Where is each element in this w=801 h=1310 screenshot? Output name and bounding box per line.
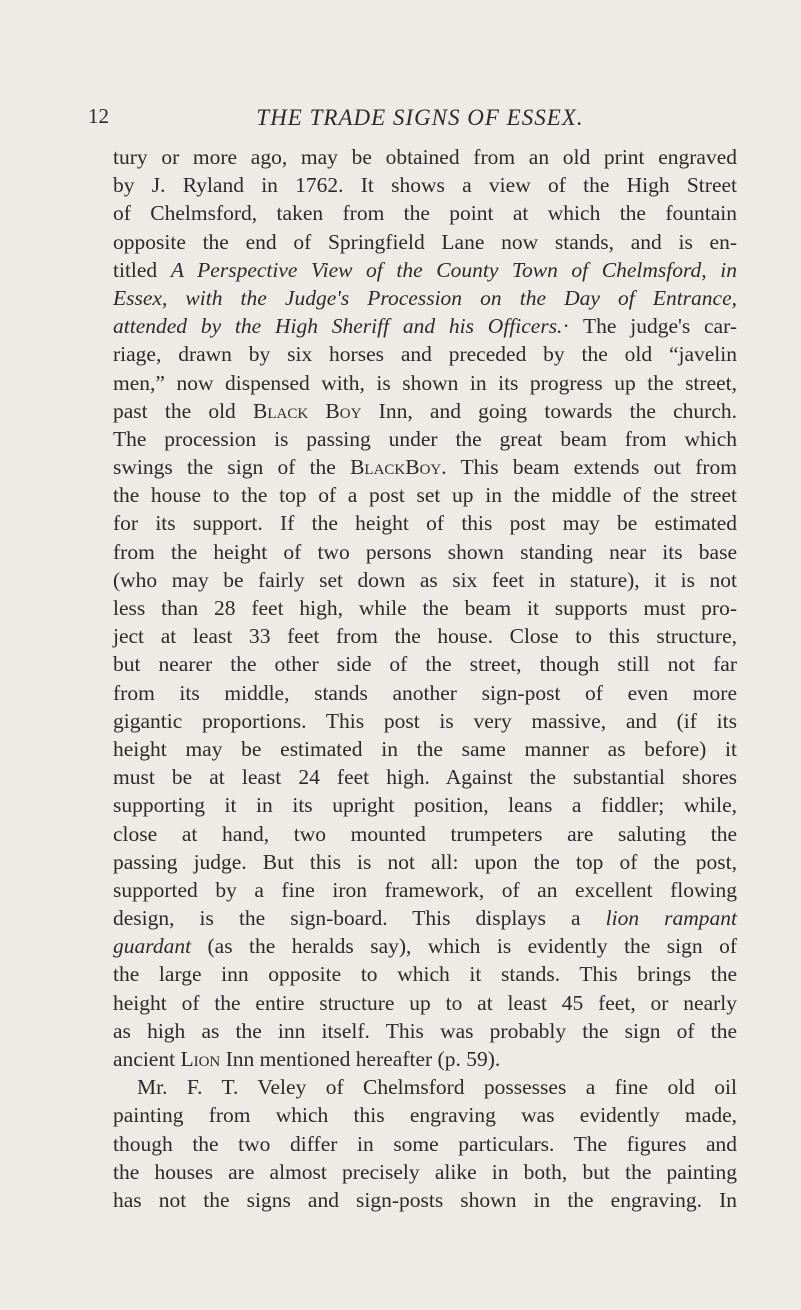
- text-line: [113, 312, 737, 340]
- text-segment: design, is the sign-board. This displays a: [113, 906, 606, 931]
- text-segment: Inn mentioned hereafter (p. 59).: [220, 1047, 501, 1071]
- text-segment: opposite the end of Springfield Lane now stands, and is en-: [113, 229, 737, 254]
- text-segment: Inn, and going towards the church.: [361, 398, 737, 423]
- text-segment: riage, drawn by six horses and preceded by the old “javelin: [113, 342, 737, 367]
- text-line: [113, 650, 737, 678]
- text-line: [113, 960, 737, 988]
- text-segment: close at hand, two mounted trumpeters are saluting the: [113, 821, 737, 846]
- text-segment: supported by a fine iron framework, of an excellent flowing: [113, 877, 737, 902]
- text-line: [113, 622, 737, 650]
- body-text: [113, 143, 737, 1214]
- text-line: [113, 199, 737, 227]
- text-segment: less than 28 feet high, while the beam it supports must pro-: [113, 596, 737, 620]
- text-segment: for its support. If the height of this post may be estimated: [113, 511, 737, 536]
- text-line: [113, 791, 737, 819]
- text-line: [113, 481, 737, 509]
- text-line: [113, 143, 737, 171]
- text-segment: Mr. F. T. Veley of Chelmsford possesses a fine old oil: [137, 1075, 737, 1100]
- text-segment: (who may be fairly set down as six feet in stature), it is not: [113, 567, 737, 592]
- text-segment: height may be estimated in the same manner as before) it: [113, 736, 737, 761]
- text-line: [113, 1073, 737, 1101]
- text-line: [113, 1045, 737, 1073]
- text-line: [113, 989, 737, 1017]
- text-line: [113, 340, 737, 368]
- text-segment: the large inn opposite to which it stands. This brings the: [113, 962, 737, 987]
- text-line: [113, 538, 737, 566]
- text-line: [113, 256, 737, 284]
- italic-text: lion rampant: [605, 906, 737, 931]
- text-segment: . This beam extends out from: [441, 455, 737, 480]
- text-line: [113, 1158, 737, 1186]
- text-segment: swings the sign of the: [113, 455, 351, 480]
- small-caps-text: Black Boy: [253, 398, 362, 423]
- text-line: [113, 566, 737, 594]
- text-segment: ject at least 33 feet from the house. Close to this structure,: [113, 624, 737, 649]
- italic-text: guardant: [113, 934, 192, 959]
- text-line: [113, 932, 737, 960]
- text-line: [113, 397, 737, 425]
- text-segment: titled: [113, 257, 171, 282]
- text-segment: though the two differ in some particulars. The figures and: [113, 1131, 737, 1156]
- text-segment: as high as the inn itself. This was probably the sign of the: [113, 1018, 737, 1043]
- text-segment: men,” now dispensed with, is shown in its progress up the street,: [113, 370, 737, 395]
- text-line: [113, 425, 737, 453]
- text-line: [113, 876, 737, 904]
- text-line: [113, 1101, 737, 1129]
- text-segment: must be at least 24 feet high. Against the substantial shores: [113, 765, 737, 790]
- text-segment: of Chelmsford, taken from the point at which the fountain: [113, 201, 737, 226]
- text-line: [113, 735, 737, 763]
- text-line: [113, 369, 737, 397]
- text-segment: ancient: [113, 1047, 181, 1071]
- small-caps-text: BlackBoy: [350, 455, 442, 480]
- text-segment: past the old: [113, 398, 254, 423]
- italic-text: attended by the High Sheriff and his Officers.: [113, 314, 563, 339]
- text-line: [113, 594, 737, 622]
- text-segment: · The judge's car-: [562, 314, 737, 339]
- italic-text: A Perspective View of the County Town of Chelmsford, in: [170, 257, 738, 282]
- text-segment: from its middle, stands another sign-post of even more: [113, 680, 737, 705]
- text-segment: the house to the top of a post set up in the middle of the street: [113, 483, 737, 508]
- text-line: [113, 171, 737, 199]
- text-line: [113, 848, 737, 876]
- text-line: [113, 820, 737, 848]
- text-segment: gigantic proportions. This post is very massive, and (if its: [113, 708, 737, 733]
- page-number: 12: [88, 104, 109, 128]
- text-segment: The procession is passing under the great beam from which: [113, 426, 737, 451]
- text-segment: tury or more ago, may be obtained from an old print engraved: [113, 145, 737, 169]
- text-line: [113, 1130, 737, 1158]
- text-segment: has not the signs and sign-posts shown in the engraving. In: [113, 1187, 737, 1212]
- text-segment: but nearer the other side of the street, though still not far: [113, 652, 737, 677]
- text-line: [113, 509, 737, 537]
- text-segment: by J. Ryland in 1762. It shows a view of the High Street: [113, 173, 737, 198]
- text-segment: painting from which this engraving was evidently made,: [113, 1103, 737, 1128]
- text-segment: supporting it in its upright position, leans a fiddler; while,: [113, 793, 737, 818]
- text-line: [113, 707, 737, 735]
- small-caps-text: Lion: [180, 1047, 221, 1071]
- text-segment: height of the entire structure up to at least 45 feet, or nearly: [113, 990, 737, 1015]
- running-header: THE TRADE SIGNS OF ESSEX.: [256, 105, 584, 130]
- text-line: [113, 453, 737, 481]
- text-segment: (as the heralds say), which is evidently the sign of: [191, 934, 737, 959]
- text-line: [113, 228, 737, 256]
- text-line: [113, 904, 737, 932]
- text-line: [113, 679, 737, 707]
- text-line: [113, 284, 737, 312]
- text-segment: from the height of two persons shown standing near its base: [113, 539, 737, 564]
- text-segment: passing judge. But this is not all: upon the top of the post,: [113, 849, 737, 874]
- italic-text: Essex, with the Judge's Procession on the Day of Entrance,: [113, 285, 737, 310]
- text-line: [113, 763, 737, 791]
- text-line: [113, 1017, 737, 1045]
- text-segment: the houses are almost precisely alike in both, but the painting: [113, 1159, 737, 1184]
- text-line: [113, 1186, 737, 1214]
